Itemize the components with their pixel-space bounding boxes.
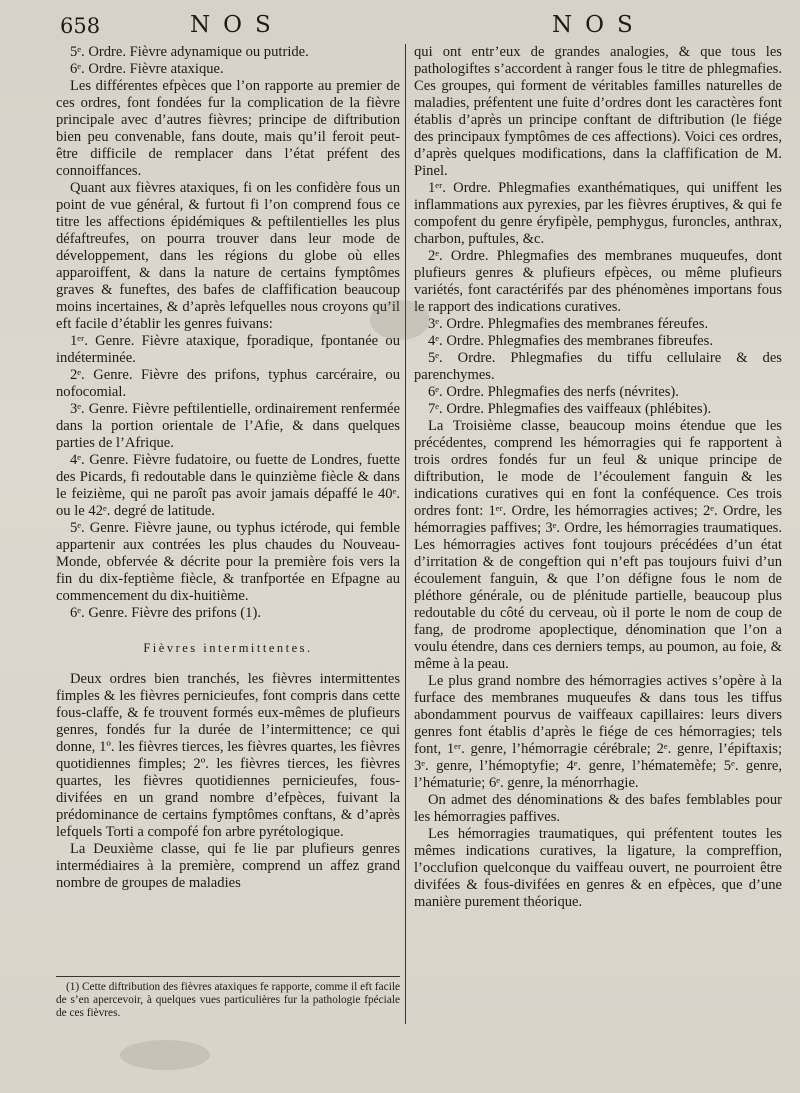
page-number: 658 bbox=[60, 14, 101, 38]
left-paragraph: 6ᵉ. Ordre. Fièvre ataxique. bbox=[70, 61, 224, 77]
paper-stain bbox=[370, 300, 430, 340]
left-column bbox=[56, 44, 400, 892]
left-paragraph: 4ᵉ. Genre. Fièvre fudatoire, ou fuette de Londres, fuette des Picards, fi redoutable dans le quinzième fiècle & dans le feizième, qui ne paroît pas avoir jamais dépaffé le 40ᵉ. ou le 42ᵉ. degré de latitude. bbox=[56, 452, 400, 519]
left-paragraph: Deux ordres bien tranchés, les fièvres intermittentes fimples & les fièvres pernicieufes, font compris dans cette fous-claffe, & fe trouvent formés eux-mêmes de plufieurs genres, fondés fur la durée de l’intermittence; ce qui donne, 1º. les fièvres tierces, les fièvres quartes, les fièvres quotidiennes fimples; 2º. les fièvres tierces, les fièvres quartes, les fièvres quotidiennes pernicieufes, fous-divifées en un grand nombre d’efpèces, fuivant la prédominance de certains fymptômes conftans, & d’après lefquels Torti a compofé fon arbre pyrétologique. bbox=[56, 671, 400, 840]
right-paragraph: 3ᵉ. Ordre. Phlegmafies des membranes féreufes. bbox=[428, 316, 709, 332]
left-paragraph: 5ᵉ. Ordre. Fièvre adynamique ou putride. bbox=[70, 44, 309, 60]
left-paragraph: La Deuxième classe, qui fe lie par plufieurs genres intermédiaires à la première, comprend un affez grand nombre de groupes de maladies bbox=[56, 841, 400, 891]
right-paragraph: 2ᵉ. Ordre. Phlegmafies des membranes muqueufes, dont plufieurs genres & plufieurs efpèces, ou même plufieurs variétés, font caractérifés par des phénomènes importans fous le rapport des indications curatives. bbox=[414, 248, 782, 315]
left-paragraph: Les différentes efpèces que l’on rapporte au premier de ces ordres, font fondées fur la complication de la fièvre principale avec d’autres fièvres; principe de diftribution bien peu convenable, fans doute, mais qu’il feroit peut-être difficile de remplacer dans l’état préfent des connoiffances. bbox=[56, 78, 400, 179]
right-paragraph: qui ont entr’eux de grandes analogies, & que tous les pathologiftes s’accordent à ranger fous le titre de phlegmafies. Ces groupes, qui forment de véritables familles naturelles de maladies, préfentent une fuite d’ordres dont les caractères font établis d’après un principe conftant de diftribution (le fiége des principaux fymptômes de ces affections). Voici ces ordres, d’après quelques modifications, dans la claffification de M. Pinel. bbox=[414, 44, 782, 179]
right-paragraph: 6ᵉ. Ordre. Phlegmafies des nerfs (névrites). bbox=[428, 384, 679, 400]
right-paragraph: 4ᵉ. Ordre. Phlegmafies des membranes fibreufes. bbox=[428, 333, 713, 349]
right-paragraph: 7ᵉ. Ordre. Phlegmafies des vaiffeaux (phlébites). bbox=[428, 401, 712, 417]
paper-stain bbox=[120, 1040, 210, 1070]
left-paragraph: 2ᵉ. Genre. Fièvre des prifons, typhus carcéraire, ou nofocomial. bbox=[56, 367, 400, 400]
right-paragraph: 1ᵉʳ. Ordre. Phlegmafies exanthématiques, qui uniffent les inflammations aux pyrexies, par les fièvres éruptives, & qui fe compofent du genre éryfipèle, pemphygus, furoncles, anthrax, charbon, puftules, &c. bbox=[414, 180, 782, 247]
right-paragraph: 5ᵉ. Ordre. Phlegmafies du tiffu cellulaire & des parenchymes. bbox=[414, 350, 782, 383]
right-paragraph: Le plus grand nombre des hémorragies actives s’opère à la furface des membranes muqueufes & dans tous les tiffus abondamment pourvus de vaiffeaux capillaires: leurs divers genres font établis d’après le fiége de ces hémorragies; tels font, 1ᵉʳ. genre, l’hémorragie cérébrale; 2ᵉ. genre, l’épiftaxis; 3ᵉ. genre, l’hémoptyfie; 4ᵉ. genre, l’hématemèfe; 5ᵉ. genre, l’hématurie; 6ᵉ. genre, la ménorrhagie. bbox=[414, 673, 782, 791]
page-header bbox=[0, 10, 800, 40]
footnote: (1) Cette diftribution des fièvres ataxiques fe rapporte, comme il eft facile de s’en apercevoir, à quelques vues particulières fur la pathologie fpéciale de ces fièvres. bbox=[56, 976, 400, 1020]
left-paragraph: 1ᵉʳ. Genre. Fièvre ataxique, fporadique, fpontanée ou indéterminée. bbox=[56, 333, 400, 366]
right-paragraph: Les hémorragies traumatiques, qui préfentent toutes les mêmes indications curatives, la ligature, la compreffion, l’occlufion quelconque du vaiffeau ouvert, ne pourroient être divifées & fous-divifées en genres & en efpèces, que d’une manière purement théorique. bbox=[414, 826, 782, 910]
running-head-right: NOS bbox=[552, 12, 646, 38]
left-paragraph: 3ᵉ. Genre. Fièvre peftilentielle, ordinairement renfermée dans la portion orientale de l’Afie, & dans quelques parties de l’Afrique. bbox=[56, 401, 400, 451]
right-paragraph: On admet des dénominations & des bafes femblables pour les hémorragies paffives. bbox=[414, 792, 782, 825]
right-column bbox=[414, 44, 782, 911]
running-head-left: NOS bbox=[190, 12, 284, 38]
left-paragraph: 5ᵉ. Genre. Fièvre jaune, ou typhus ictérode, qui femble appartenir aux contrées les plus chaudes du Nouveau-Monde, obfervée & décrite pour la première fois vers la fin du dix-feptième fiècle, & tranfportée en Efpagne au commencement du dix-huitième. bbox=[56, 520, 400, 604]
left-paragraph: 6ᵉ. Genre. Fièvre des prifons (1). bbox=[70, 605, 261, 621]
column-rule bbox=[405, 44, 406, 1024]
left-paragraph: Quant aux fièvres ataxiques, fi on les confidère fous un point de vue général, & furtout fi l’on comprend fous ce titre les affections épidémiques & peftilentielles les plus défaftreufes, on pourra trouver dans leur mode de développement, dans les régions du globe où elles apparoiffent, & dans la nature de certains fymptômes graves & funeftes, des bafes de claffification beaucoup moins incertaines, & d’après lefquelles nous croyons qu’il eft facile d’établir les genres fuivans: bbox=[56, 180, 400, 332]
right-paragraph: La Troisième classe, beaucoup moins étendue que les précédentes, comprend les hémorragies qui fe rapportent à trois ordres fondés fur un feul & unique principe de diftribution, le mode de l’écoulement fanguin & les indications curatives qui en font la conféquence. Ces trois ordres font: 1ᵉʳ. Ordre, les hémorragies actives; 2ᵉ. Ordre, les hémorragies paffives; 3ᵉ. Ordre, les hémorragies traumatiques. Les hémorragies actives font toujours précédées d’un état d’irritation & de congeftion qui n’eft pas toujours fuivi d’un écoulement fanguin, & que l’on défigne fous le nom de pléthore générale, ou de plénitude partielle, beaucoup plus redoutable du côté du cerveau, où il porte le nom de coup de fang, de prodrome apoplectique, dénomination que l’on a voulu étendre, dans ces derniers temps, au poumon, au foie, & même à la peau. bbox=[414, 418, 782, 672]
section-heading: Fièvres intermittentes. bbox=[143, 641, 313, 655]
